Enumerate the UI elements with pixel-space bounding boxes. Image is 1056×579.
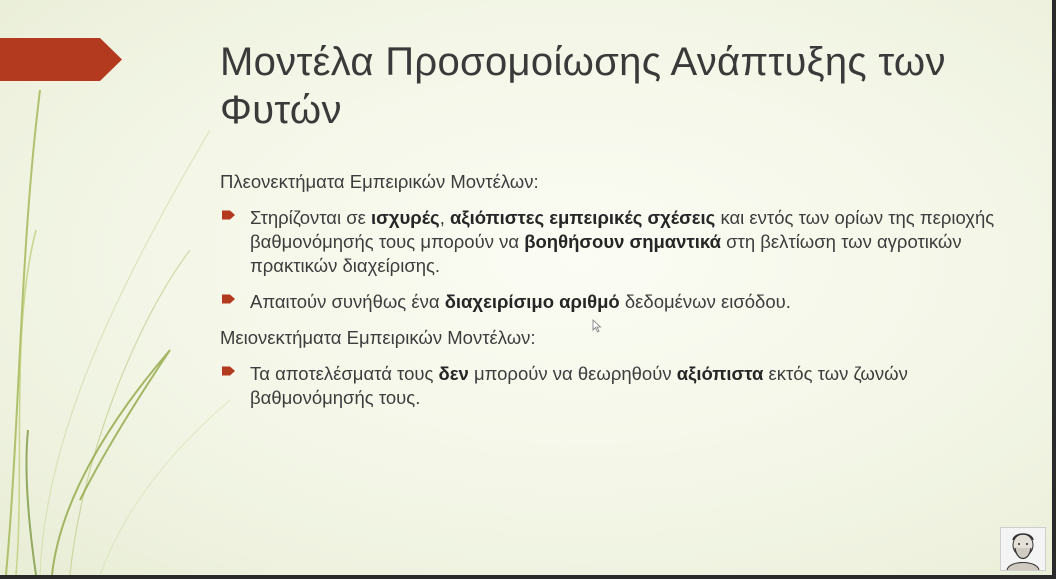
- disadvantages-heading: Μειονεκτήματα Εμπειρικών Μοντέλων:: [220, 327, 536, 348]
- disadvantage-bullet-1: Τα αποτελέσματά τους δεν μπορούν να θεωρηθούν αξιόπιστα εκτός των ζωνών βαθμονόμησής τους.: [220, 362, 1010, 410]
- window-frame-edge: [0, 575, 1056, 579]
- window-frame-edge: [1052, 0, 1056, 579]
- bullet-arrow-icon: [222, 293, 236, 305]
- advantages-heading: Πλεονεκτήματα Εμπειρικών Μοντέλων:: [220, 171, 539, 192]
- philosopher-bust-logo-icon: [1000, 527, 1046, 571]
- bullet-arrow-icon: [222, 365, 236, 377]
- slide-content: [220, 170, 1010, 422]
- advantage-bullet-1: Στηρίζονται σε ισχυρές, αξιόπιστες εμπειρικές σχέσεις και εντός των ορίων της περιοχής βαθμονόμησής τους μπορούν να βοηθήσουν σημαντικά στη βελτίωση των αγροτικών πρακτικών διαχείρισης.: [220, 206, 1010, 278]
- advantage-bullet-2: Απαιτούν συνήθως ένα διαχειρίσιμο αριθμό δεδομένων εισόδου.: [220, 290, 1010, 314]
- slide-title: Μοντέλα Προσομοίωσης Ανάπτυξης των Φυτών: [220, 40, 946, 132]
- title-accent-flag: [0, 38, 122, 81]
- mouse-pointer-icon: [592, 319, 602, 333]
- bullet-arrow-icon: [222, 209, 236, 221]
